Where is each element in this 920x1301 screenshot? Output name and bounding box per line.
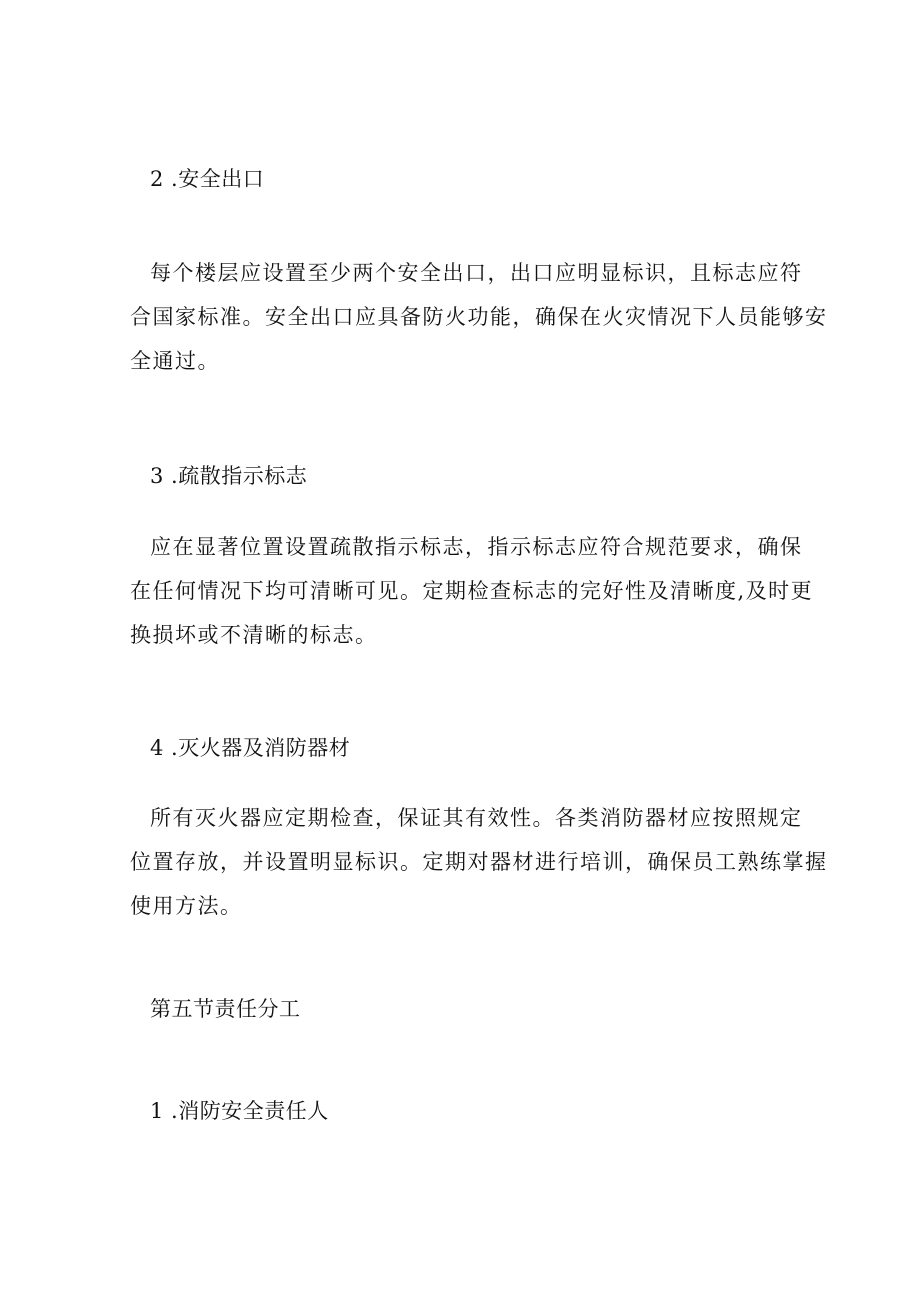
paragraph-line: 换损坏或不清晰的标志。 <box>130 623 378 647</box>
paragraph-line: 合国家标准。安全出口应具备防火功能，确保在火灾情况下人员能够安 <box>130 305 828 329</box>
paragraph-evacuation-signs <box>130 525 828 657</box>
paragraph-line: 全通过。 <box>130 349 220 373</box>
chapter-heading-responsibilities: 第五节责任分工 <box>150 997 301 1021</box>
section-heading-safety-exits: 2 .安全出口 <box>150 167 265 191</box>
paragraph-line: 在任何情况下均可清晰可见。定期检查标志的完好性及清晰度,及时更 <box>130 579 814 603</box>
section-heading-fire-safety-officer: 1 .消防安全责任人 <box>150 1099 329 1123</box>
paragraph-line: 使用方法。 <box>130 894 243 918</box>
paragraph-line: 位置存放，并设置明显标识。定期对器材进行培训，确保员工熟练掌握 <box>130 850 828 874</box>
paragraph-line: 应在显著位置设置疏散指示标志，指示标志应符合规范要求，确保 <box>150 535 803 559</box>
paragraph-line: 每个楼层应设置至少两个安全出口，出口应明显标识，且标志应符 <box>150 261 803 285</box>
paragraph-fire-extinguishers <box>130 796 828 928</box>
paragraph-safety-exits <box>130 251 828 383</box>
section-heading-fire-extinguishers: 4 .灭火器及消防器材 <box>150 736 351 760</box>
section-heading-evacuation-signs: 3 .疏散指示标志 <box>150 464 308 488</box>
paragraph-line: 所有灭火器应定期检查，保证其有效性。各类消防器材应按照规定 <box>150 806 803 830</box>
